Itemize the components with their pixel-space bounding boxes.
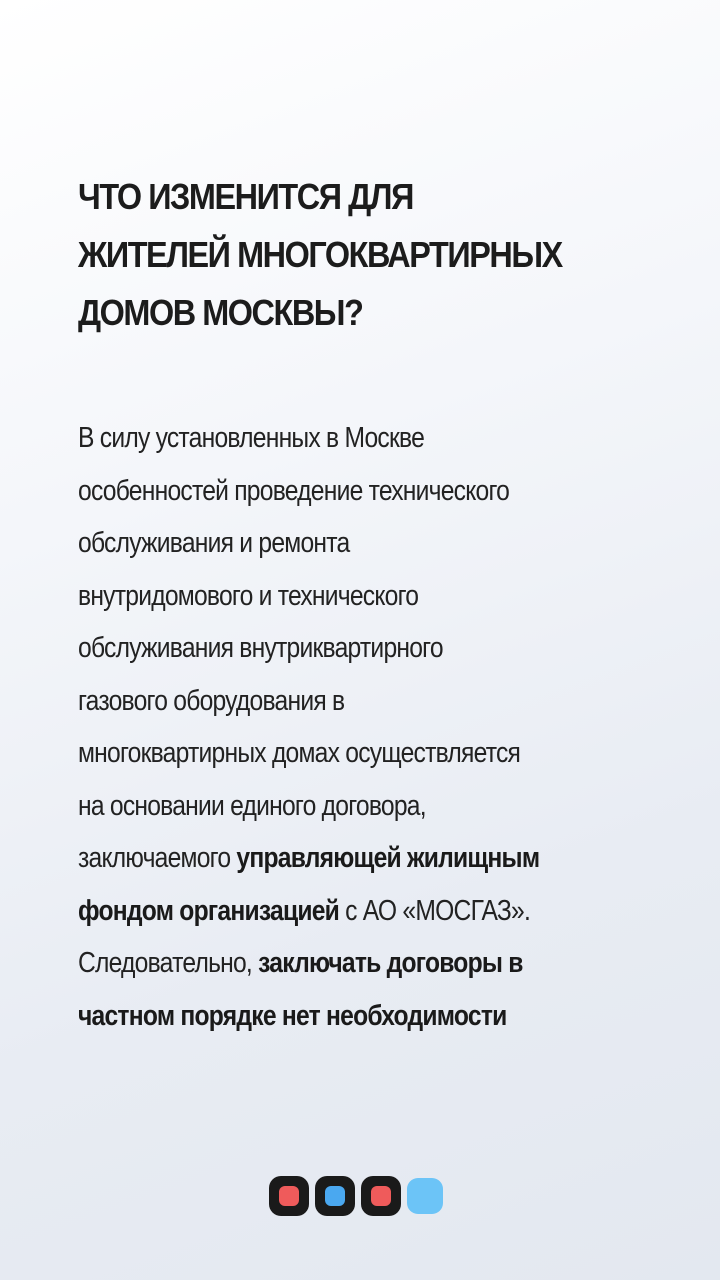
body-line: обслуживания и ремонта (78, 527, 350, 559)
pagination-dot-fill (279, 1186, 299, 1206)
body-text-normal: Следовательно, (78, 947, 259, 979)
body-line: В силу установленных в Москве (78, 422, 425, 454)
pagination-dot-fill (371, 1186, 391, 1206)
body-line (78, 832, 631, 885)
pagination-dot[interactable] (407, 1178, 443, 1214)
body-text-bold: частном порядке нет необходимости (78, 999, 507, 1032)
body-line (78, 885, 631, 938)
title-line: ЖИТЕЛЕЙ МНОГОКВАРТИРНЫХ (78, 234, 562, 275)
body-line: многоквартирных домах осуществляется (78, 737, 521, 769)
body-paragraph (78, 412, 631, 1042)
body-text-bold: фондом организацией (78, 894, 340, 927)
pagination-dots (269, 1176, 443, 1216)
pagination-dot-fill (325, 1186, 345, 1206)
body-line: особенностей проведение технического (78, 474, 510, 507)
pagination-dot[interactable] (361, 1176, 401, 1216)
body-line: газового оборудования в (78, 684, 345, 717)
body-line: обслуживания внутриквартирного (78, 632, 443, 664)
title-line: ДОМОВ МОСКВЫ? (78, 292, 363, 333)
pagination-dot[interactable] (269, 1176, 309, 1216)
body-line (78, 990, 631, 1043)
body-text-normal: заключаемого (78, 842, 237, 874)
body-line: внутридомового и технического (78, 579, 419, 612)
slide-title (78, 168, 600, 342)
body-line: на основании единого договора, (78, 789, 426, 822)
body-line (78, 937, 631, 990)
title-line: ЧТО ИЗМЕНИТСЯ ДЛЯ (78, 176, 413, 217)
body-text-normal: с АО «МОСГАЗ». (339, 894, 531, 927)
pagination-dot[interactable] (315, 1176, 355, 1216)
body-text-bold: заключать договоры в (258, 947, 523, 979)
body-text-bold: управляющей жилищным (236, 842, 540, 874)
